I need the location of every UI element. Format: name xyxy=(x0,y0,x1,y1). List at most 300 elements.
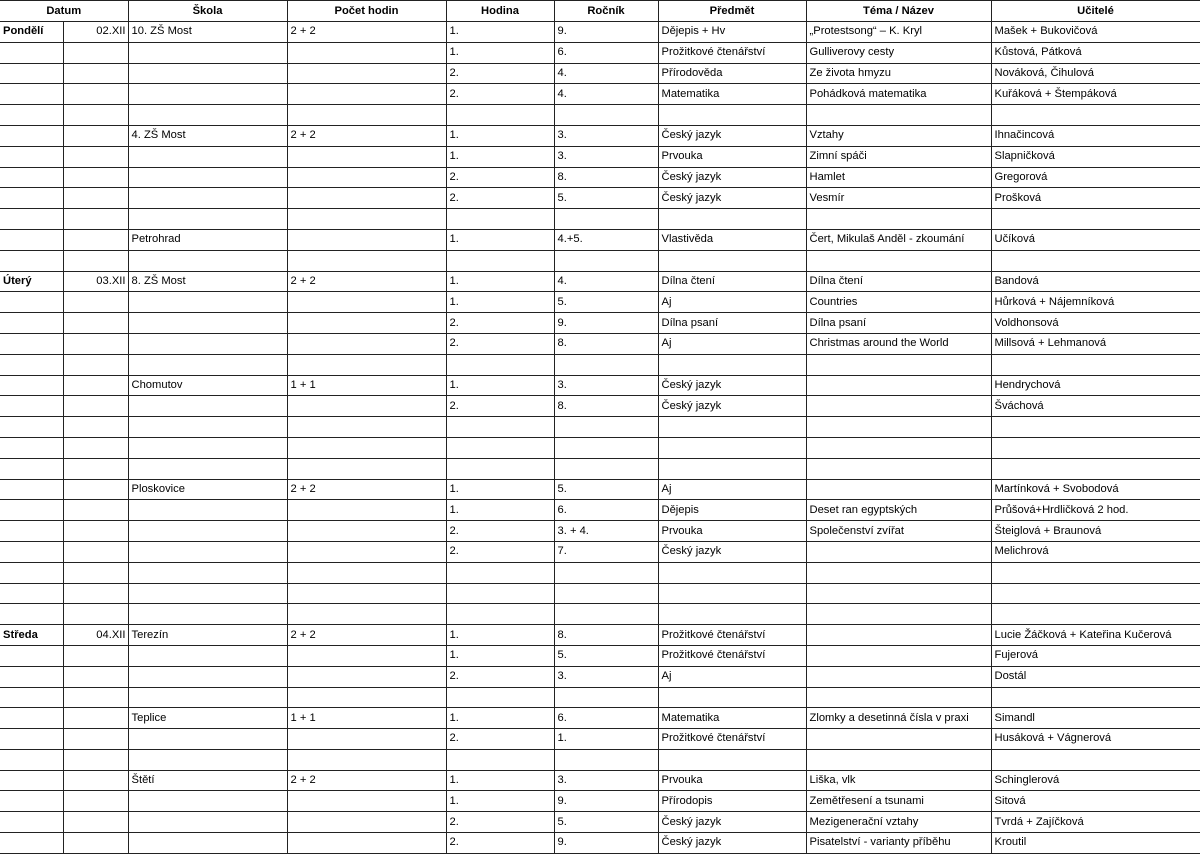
cell-teachers: Simandl xyxy=(991,708,1200,729)
cell-topic: Pohádková matematika xyxy=(806,84,991,105)
cell-day xyxy=(0,188,63,209)
cell-school xyxy=(128,729,287,750)
cell-lesson: 2. xyxy=(446,396,554,417)
cell-school: Ploskovice xyxy=(128,479,287,500)
cell-school: Terezín xyxy=(128,625,287,646)
cell-teachers: Gregorová xyxy=(991,167,1200,188)
cell-hours xyxy=(287,604,446,625)
table-row xyxy=(0,22,1200,43)
cell-lesson: 2. xyxy=(446,313,554,334)
cell-subject: Prvouka xyxy=(658,770,806,791)
cell-topic: Čert, Mikulaš Anděl - zkoumání xyxy=(806,229,991,250)
cell-grade: 1. xyxy=(554,729,658,750)
cell-topic xyxy=(806,687,991,708)
cell-topic xyxy=(806,729,991,750)
cell-school xyxy=(128,458,287,479)
cell-subject: Český jazyk xyxy=(658,375,806,396)
cell-topic xyxy=(806,437,991,458)
cell-date xyxy=(63,458,128,479)
cell-hours xyxy=(287,105,446,126)
cell-day xyxy=(0,417,63,438)
cell-date xyxy=(63,666,128,687)
cell-day: Pondělí xyxy=(0,22,63,43)
cell-teachers: Dostál xyxy=(991,666,1200,687)
cell-teachers xyxy=(991,417,1200,438)
cell-subject xyxy=(658,749,806,770)
cell-lesson: 1. xyxy=(446,22,554,43)
cell-teachers xyxy=(991,437,1200,458)
cell-subject xyxy=(658,437,806,458)
cell-day xyxy=(0,729,63,750)
cell-date xyxy=(63,375,128,396)
cell-day xyxy=(0,437,63,458)
cell-teachers xyxy=(991,250,1200,271)
cell-subject: Přírodověda xyxy=(658,63,806,84)
cell-teachers: Ihnačincová xyxy=(991,125,1200,146)
cell-lesson: 2. xyxy=(446,541,554,562)
cell-teachers xyxy=(991,583,1200,604)
table-row xyxy=(0,749,1200,770)
cell-hours xyxy=(287,188,446,209)
cell-topic: Deset ran egyptských xyxy=(806,500,991,521)
cell-subject: Český jazyk xyxy=(658,167,806,188)
cell-hours xyxy=(287,687,446,708)
cell-topic: Mezigenerační vztahy xyxy=(806,812,991,833)
cell-hours xyxy=(287,458,446,479)
cell-lesson: 2. xyxy=(446,188,554,209)
cell-day xyxy=(0,229,63,250)
cell-grade xyxy=(554,604,658,625)
cell-day xyxy=(0,333,63,354)
cell-subject: Prvouka xyxy=(658,521,806,542)
cell-hours xyxy=(287,42,446,63)
table-row xyxy=(0,292,1200,313)
cell-school xyxy=(128,583,287,604)
cell-grade xyxy=(554,354,658,375)
cell-day xyxy=(0,479,63,500)
cell-school xyxy=(128,645,287,666)
cell-teachers: Kůstová, Pátková xyxy=(991,42,1200,63)
cell-school xyxy=(128,167,287,188)
cell-day xyxy=(0,645,63,666)
cell-subject xyxy=(658,458,806,479)
cell-lesson: 2. xyxy=(446,812,554,833)
table-row xyxy=(0,521,1200,542)
cell-grade: 8. xyxy=(554,625,658,646)
cell-school xyxy=(128,209,287,230)
cell-subject: Prožitkové čtenářství xyxy=(658,42,806,63)
cell-teachers: Kroutil xyxy=(991,833,1200,854)
cell-lesson xyxy=(446,687,554,708)
cell-date xyxy=(63,167,128,188)
cell-date xyxy=(63,437,128,458)
cell-teachers: Prošková xyxy=(991,188,1200,209)
cell-grade: 3. xyxy=(554,375,658,396)
cell-grade xyxy=(554,209,658,230)
cell-topic: Vztahy xyxy=(806,125,991,146)
table-row xyxy=(0,375,1200,396)
cell-school: Štětí xyxy=(128,770,287,791)
table-row xyxy=(0,188,1200,209)
cell-lesson: 1. xyxy=(446,770,554,791)
cell-hours xyxy=(287,833,446,854)
cell-grade: 5. xyxy=(554,292,658,313)
cell-lesson: 1. xyxy=(446,500,554,521)
cell-date xyxy=(63,562,128,583)
cell-hours xyxy=(287,313,446,334)
cell-topic xyxy=(806,541,991,562)
cell-school xyxy=(128,791,287,812)
cell-day xyxy=(0,791,63,812)
cell-grade: 3. xyxy=(554,666,658,687)
cell-subject xyxy=(658,562,806,583)
cell-lesson: 1. xyxy=(446,292,554,313)
cell-topic xyxy=(806,250,991,271)
cell-hours xyxy=(287,167,446,188)
cell-hours: 2 + 2 xyxy=(287,22,446,43)
table-row xyxy=(0,125,1200,146)
header-row xyxy=(0,1,1200,22)
cell-grade: 5. xyxy=(554,188,658,209)
cell-teachers: Millsová + Lehmanová xyxy=(991,333,1200,354)
cell-topic: „Protestsong“ – K. Kryl xyxy=(806,22,991,43)
cell-day xyxy=(0,375,63,396)
cell-date xyxy=(63,833,128,854)
cell-subject: Prožitkové čtenářství xyxy=(658,645,806,666)
cell-school: Teplice xyxy=(128,708,287,729)
cell-lesson: 2. xyxy=(446,84,554,105)
cell-subject: Dílna čtení xyxy=(658,271,806,292)
cell-subject xyxy=(658,687,806,708)
cell-date: 02.XII xyxy=(63,22,128,43)
cell-grade xyxy=(554,105,658,126)
cell-hours xyxy=(287,500,446,521)
cell-subject: Český jazyk xyxy=(658,396,806,417)
cell-date xyxy=(63,333,128,354)
cell-date xyxy=(63,541,128,562)
cell-lesson xyxy=(446,209,554,230)
cell-date xyxy=(63,479,128,500)
cell-topic xyxy=(806,209,991,230)
table-row xyxy=(0,708,1200,729)
cell-school xyxy=(128,417,287,438)
cell-topic: Vesmír xyxy=(806,188,991,209)
cell-school xyxy=(128,812,287,833)
cell-lesson: 1. xyxy=(446,146,554,167)
cell-school xyxy=(128,396,287,417)
table-row xyxy=(0,500,1200,521)
cell-teachers xyxy=(991,105,1200,126)
cell-day xyxy=(0,84,63,105)
cell-lesson: 1. xyxy=(446,229,554,250)
table-row xyxy=(0,396,1200,417)
cell-hours xyxy=(287,437,446,458)
cell-school xyxy=(128,833,287,854)
cell-school: Petrohrad xyxy=(128,229,287,250)
table-row xyxy=(0,146,1200,167)
cell-day xyxy=(0,833,63,854)
cell-date xyxy=(63,229,128,250)
cell-hours xyxy=(287,84,446,105)
table-row xyxy=(0,729,1200,750)
cell-hours xyxy=(287,417,446,438)
cell-teachers xyxy=(991,562,1200,583)
cell-school xyxy=(128,562,287,583)
cell-hours xyxy=(287,666,446,687)
cell-date xyxy=(63,105,128,126)
cell-subject: Český jazyk xyxy=(658,812,806,833)
cell-lesson xyxy=(446,562,554,583)
cell-grade xyxy=(554,687,658,708)
cell-date xyxy=(63,42,128,63)
cell-teachers: Husáková + Vágnerová xyxy=(991,729,1200,750)
cell-hours xyxy=(287,791,446,812)
cell-day xyxy=(0,354,63,375)
cell-day xyxy=(0,521,63,542)
cell-subject: Dějepis xyxy=(658,500,806,521)
cell-hours: 2 + 2 xyxy=(287,271,446,292)
header-skola: Škola xyxy=(128,1,287,22)
cell-teachers: Melichrová xyxy=(991,541,1200,562)
cell-date xyxy=(63,521,128,542)
cell-lesson: 2. xyxy=(446,63,554,84)
cell-hours xyxy=(287,729,446,750)
cell-topic: Hamlet xyxy=(806,167,991,188)
cell-school xyxy=(128,146,287,167)
cell-subject: Prožitkové čtenářství xyxy=(658,729,806,750)
cell-topic xyxy=(806,417,991,438)
cell-lesson xyxy=(446,604,554,625)
cell-date xyxy=(63,791,128,812)
table-row xyxy=(0,645,1200,666)
cell-lesson: 1. xyxy=(446,645,554,666)
cell-day xyxy=(0,708,63,729)
cell-lesson: 1. xyxy=(446,271,554,292)
cell-teachers: Průšová+Hrdličková 2 hod. xyxy=(991,500,1200,521)
cell-subject: Aj xyxy=(658,666,806,687)
table-row xyxy=(0,687,1200,708)
cell-grade: 3. xyxy=(554,146,658,167)
cell-lesson xyxy=(446,437,554,458)
cell-subject: Matematika xyxy=(658,708,806,729)
cell-lesson: 1. xyxy=(446,42,554,63)
cell-topic: Christmas around the World xyxy=(806,333,991,354)
cell-grade: 3. xyxy=(554,125,658,146)
cell-hours: 2 + 2 xyxy=(287,770,446,791)
table-row xyxy=(0,812,1200,833)
cell-topic xyxy=(806,396,991,417)
cell-grade: 5. xyxy=(554,479,658,500)
cell-date xyxy=(63,313,128,334)
cell-school: 4. ZŠ Most xyxy=(128,125,287,146)
cell-subject xyxy=(658,604,806,625)
cell-school xyxy=(128,521,287,542)
cell-teachers: Martínková + Svobodová xyxy=(991,479,1200,500)
cell-date xyxy=(63,687,128,708)
cell-hours xyxy=(287,521,446,542)
cell-teachers: Schinglerová xyxy=(991,770,1200,791)
table-row xyxy=(0,209,1200,230)
cell-date xyxy=(63,729,128,750)
cell-subject: Český jazyk xyxy=(658,833,806,854)
cell-day: Úterý xyxy=(0,271,63,292)
table-row xyxy=(0,84,1200,105)
cell-lesson: 2. xyxy=(446,333,554,354)
cell-date xyxy=(63,125,128,146)
cell-subject xyxy=(658,417,806,438)
cell-day xyxy=(0,500,63,521)
cell-teachers: Bandová xyxy=(991,271,1200,292)
table-row xyxy=(0,791,1200,812)
cell-school xyxy=(128,84,287,105)
cell-teachers: Slapničková xyxy=(991,146,1200,167)
cell-grade: 9. xyxy=(554,313,658,334)
cell-subject: Přírodopis xyxy=(658,791,806,812)
header-ucitele: Učitelé xyxy=(991,1,1200,22)
cell-day xyxy=(0,146,63,167)
cell-school xyxy=(128,437,287,458)
cell-day xyxy=(0,541,63,562)
cell-grade: 4. xyxy=(554,271,658,292)
cell-subject: Aj xyxy=(658,292,806,313)
header-predmet: Předmět xyxy=(658,1,806,22)
cell-topic: Dílna psaní xyxy=(806,313,991,334)
cell-teachers: Učíková xyxy=(991,229,1200,250)
cell-date xyxy=(63,749,128,770)
cell-school xyxy=(128,42,287,63)
table-row xyxy=(0,417,1200,438)
cell-school xyxy=(128,354,287,375)
table-row xyxy=(0,604,1200,625)
cell-lesson: 1. xyxy=(446,708,554,729)
table-row xyxy=(0,313,1200,334)
table-row xyxy=(0,167,1200,188)
table-row xyxy=(0,833,1200,854)
cell-grade: 9. xyxy=(554,22,658,43)
header-pocet-hodin: Počet hodin xyxy=(287,1,446,22)
cell-hours xyxy=(287,229,446,250)
cell-school xyxy=(128,500,287,521)
cell-school xyxy=(128,250,287,271)
cell-grade: 3. + 4. xyxy=(554,521,658,542)
table-row xyxy=(0,333,1200,354)
cell-topic: Pisatelství - varianty příběhu xyxy=(806,833,991,854)
cell-subject: Aj xyxy=(658,333,806,354)
cell-school xyxy=(128,63,287,84)
cell-grade xyxy=(554,749,658,770)
cell-lesson: 2. xyxy=(446,833,554,854)
cell-day xyxy=(0,42,63,63)
cell-day xyxy=(0,604,63,625)
cell-grade: 6. xyxy=(554,708,658,729)
cell-topic: Zemětřesení a tsunami xyxy=(806,791,991,812)
cell-day xyxy=(0,458,63,479)
cell-date xyxy=(63,292,128,313)
cell-hours xyxy=(287,354,446,375)
cell-lesson: 2. xyxy=(446,666,554,687)
cell-date xyxy=(63,583,128,604)
cell-topic xyxy=(806,105,991,126)
cell-hours: 1 + 1 xyxy=(287,375,446,396)
header-tema: Téma / Název xyxy=(806,1,991,22)
cell-lesson xyxy=(446,250,554,271)
cell-hours xyxy=(287,292,446,313)
cell-subject: Český jazyk xyxy=(658,188,806,209)
cell-school xyxy=(128,541,287,562)
cell-hours: 2 + 2 xyxy=(287,125,446,146)
cell-teachers xyxy=(991,458,1200,479)
cell-grade: 4. xyxy=(554,63,658,84)
cell-hours: 2 + 2 xyxy=(287,625,446,646)
cell-hours xyxy=(287,146,446,167)
cell-grade: 9. xyxy=(554,791,658,812)
cell-topic: Ze života hmyzu xyxy=(806,63,991,84)
cell-teachers: Kuřáková + Štempáková xyxy=(991,84,1200,105)
table-row xyxy=(0,437,1200,458)
cell-teachers: Fujerová xyxy=(991,645,1200,666)
table-row xyxy=(0,625,1200,646)
cell-teachers: Lucie Žáčková + Kateřina Kučerová xyxy=(991,625,1200,646)
cell-date xyxy=(63,770,128,791)
cell-hours: 2 + 2 xyxy=(287,479,446,500)
cell-grade: 4.+5. xyxy=(554,229,658,250)
cell-school: 8. ZŠ Most xyxy=(128,271,287,292)
table-row xyxy=(0,562,1200,583)
cell-hours xyxy=(287,541,446,562)
cell-hours: 1 + 1 xyxy=(287,708,446,729)
table-row xyxy=(0,42,1200,63)
cell-day xyxy=(0,812,63,833)
cell-subject: Prožitkové čtenářství xyxy=(658,625,806,646)
cell-topic xyxy=(806,562,991,583)
table-row xyxy=(0,354,1200,375)
cell-school xyxy=(128,604,287,625)
table-row xyxy=(0,479,1200,500)
cell-day xyxy=(0,562,63,583)
cell-date xyxy=(63,604,128,625)
cell-date: 04.XII xyxy=(63,625,128,646)
cell-grade: 6. xyxy=(554,500,658,521)
cell-hours xyxy=(287,250,446,271)
cell-topic xyxy=(806,645,991,666)
cell-school xyxy=(128,333,287,354)
cell-teachers: Hůrková + Nájemníková xyxy=(991,292,1200,313)
cell-topic xyxy=(806,583,991,604)
cell-date xyxy=(63,188,128,209)
cell-date xyxy=(63,708,128,729)
cell-grade xyxy=(554,583,658,604)
cell-day xyxy=(0,583,63,604)
cell-subject: Prvouka xyxy=(658,146,806,167)
cell-topic: Liška, vlk xyxy=(806,770,991,791)
cell-date xyxy=(63,84,128,105)
table-row xyxy=(0,250,1200,271)
cell-lesson xyxy=(446,458,554,479)
cell-grade: 3. xyxy=(554,770,658,791)
cell-topic xyxy=(806,749,991,770)
cell-topic: Společenství zvířat xyxy=(806,521,991,542)
cell-school xyxy=(128,188,287,209)
cell-day xyxy=(0,396,63,417)
cell-lesson: 1. xyxy=(446,375,554,396)
cell-grade: 8. xyxy=(554,333,658,354)
cell-date xyxy=(63,500,128,521)
cell-school xyxy=(128,313,287,334)
cell-date xyxy=(63,63,128,84)
cell-lesson xyxy=(446,105,554,126)
cell-teachers: Tvrdá + Zajíčková xyxy=(991,812,1200,833)
cell-date xyxy=(63,354,128,375)
